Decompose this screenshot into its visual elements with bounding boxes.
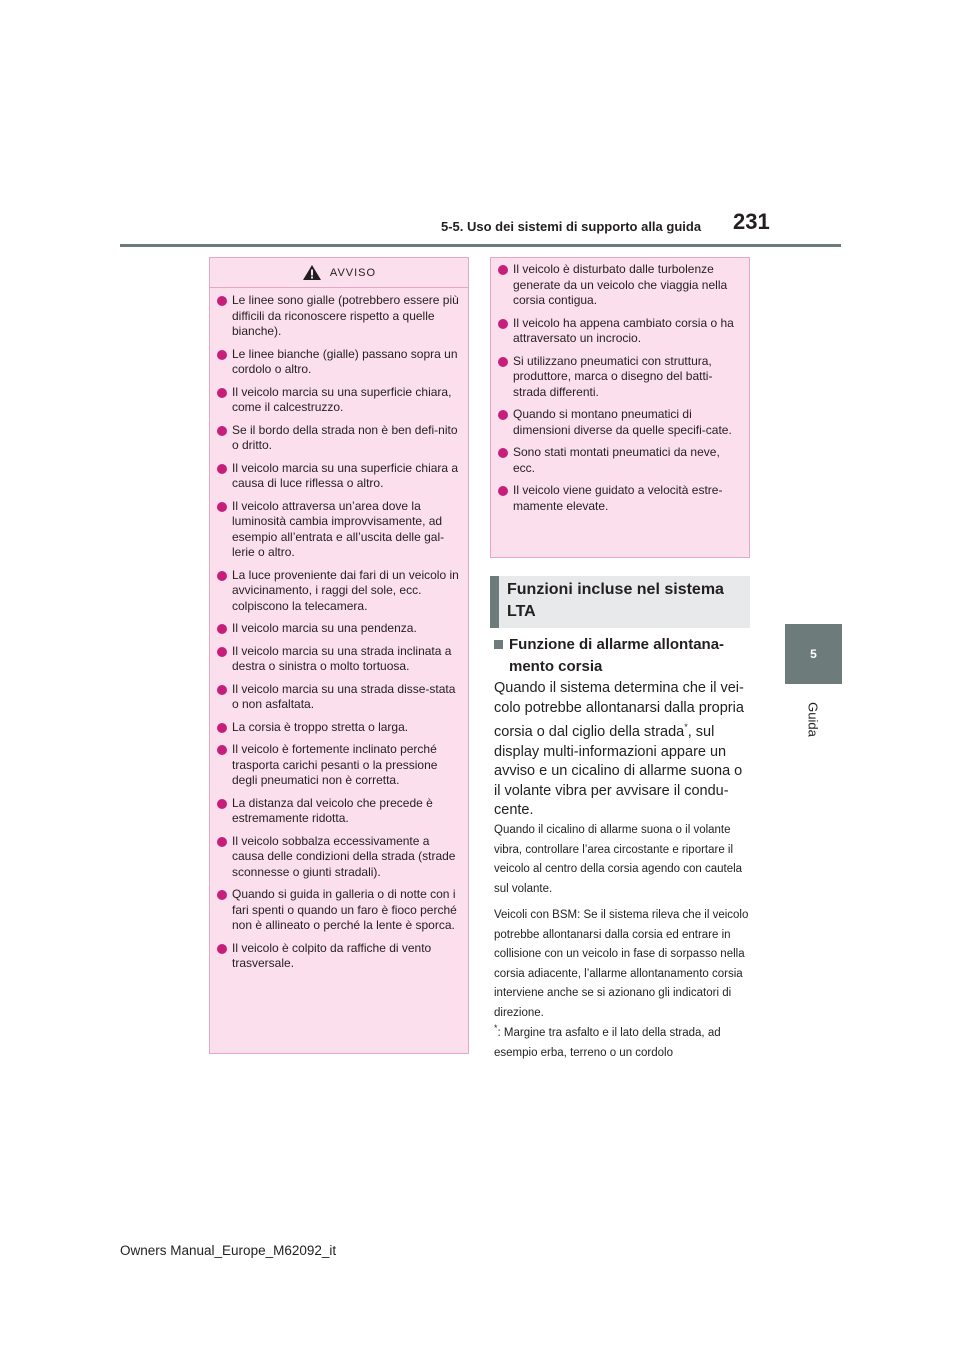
list-item: Il veicolo attraversa un’area dove la luminosità cambia improvvisamente, ad esempio all’entrata e all’uscita delle gal-lerie o altro. — [216, 499, 460, 561]
bullet-icon — [217, 571, 227, 581]
list-item: Il veicolo marcia su una strada disse-stata o non asfaltata. — [216, 682, 460, 713]
list-item: Se il bordo della strada non è ben defi-nito o dritto. — [216, 423, 460, 454]
bullet-icon — [498, 319, 508, 329]
bullet-icon — [498, 410, 508, 420]
list-item: Il veicolo marcia su una superficie chiara, come il calcestruzzo. — [216, 385, 460, 416]
list-item: Le linee sono gialle (potrebbero essere più difficili da riconoscere rispetto a quelle bianche). — [216, 293, 460, 340]
list-item: Le linee bianche (gialle) passano sopra un cordolo o altro. — [216, 347, 460, 378]
list-item: Si utilizzano pneumatici con struttura, produttore, marca o disegno del batti-strada differenti. — [497, 354, 741, 401]
square-bullet-icon — [494, 640, 503, 649]
list-item: La luce proveniente dai fari di un veicolo in avvicinamento, i raggi del sole, ecc. colpiscono la telecamera. — [216, 568, 460, 615]
chapter-label: Guida — [805, 702, 821, 737]
warning-triangle-icon — [302, 264, 322, 281]
list-item: Il veicolo marcia su una strada inclinata a destra o sinistra o molto tortuosa. — [216, 644, 460, 675]
bullet-icon — [217, 624, 227, 634]
list-item: Quando si montano pneumatici di dimensioni diverse da quelle specifi-cate. — [497, 407, 741, 438]
bullet-icon — [217, 799, 227, 809]
bullet-icon — [217, 944, 227, 954]
warning-list — [210, 288, 468, 972]
bullet-icon — [217, 388, 227, 398]
bullet-icon — [217, 647, 227, 657]
bullet-icon — [217, 464, 227, 474]
list-item: Il veicolo sobbalza eccessivamente a causa delle condizioni della strada (strade sconnesse o giunti stradali). — [216, 834, 460, 881]
bullet-icon — [217, 426, 227, 436]
paragraph-bsm: Veicoli con BSM: Se il sistema rileva che il veicolo potrebbe allontanarsi dalla corsia ed entrare in collisione con un veicolo in fase di sorpasso nella corsia adiacente, l’allarme allontanamento corsia interviene anche se si azionano gli indicatori di direzione. — [494, 909, 749, 1019]
bullet-icon — [217, 502, 227, 512]
section-heading: Funzioni incluse nel sistema LTA — [490, 576, 750, 628]
warning-list-continued — [491, 258, 749, 514]
chapter-tab — [785, 624, 842, 684]
warning-title: AVVISO — [329, 266, 377, 279]
footnote: *: Margine tra asfalto e il lato della strada, ad esempio erba, terreno o un cordolo — [494, 1023, 721, 1059]
bullet-icon — [498, 265, 508, 275]
list-item: La corsia è troppo stretta o larga. — [216, 720, 460, 736]
list-item: La distanza dal veicolo che precede è estremamente ridotta. — [216, 796, 460, 827]
chapter-number: 5 — [810, 647, 817, 661]
bullet-icon — [498, 448, 508, 458]
list-item: Il veicolo marcia su una pendenza. — [216, 621, 460, 637]
footnote-mark: * — [494, 1023, 498, 1034]
warning-box-continued — [490, 257, 750, 558]
list-item: Il veicolo viene guidato a velocità estre-mamente elevate. — [497, 483, 741, 514]
body-paragraph: Quando il sistema determina che il vei-colo potrebbe allontanarsi dalla propria corsia o dal ciglio della strada*, sul display multi-informazioni appare un avviso e un cicalino di allarme suona o il volante vibra per avvisare il condu-cente. — [494, 680, 744, 819]
bullet-icon — [217, 890, 227, 900]
bullet-icon — [217, 837, 227, 847]
list-item: Il veicolo è disturbato dalle turbolenze generate da un veicolo che viaggia nella corsia contigua. — [497, 262, 741, 309]
list-item: Il veicolo marcia su una superficie chiara a causa di luce riflessa o altro. — [216, 461, 460, 492]
bullet-icon — [217, 296, 227, 306]
list-item: Sono stati montati pneumatici da neve, ecc. — [497, 445, 741, 476]
warning-header — [210, 258, 468, 288]
paragraph-cicalino: Quando il cicalino di allarme suona o il volante vibra, controllare l’area circostante e riportare il veicolo al centro della corsia agendo con cautela sul volante. — [494, 824, 743, 895]
subsection-heading: Funzione di allarme allontana-mento corsia — [494, 634, 750, 678]
footnote-reference: * — [684, 722, 688, 733]
warning-box — [209, 257, 469, 1054]
list-item: Il veicolo è colpito da raffiche di vento trasversale. — [216, 941, 460, 972]
bullet-icon — [498, 486, 508, 496]
bullet-icon — [217, 350, 227, 360]
header-divider — [120, 244, 841, 247]
list-item: Il veicolo è fortemente inclinato perché trasporta carichi pesanti o la pressione degli pneumatici non è corretta. — [216, 742, 460, 789]
list-item: Il veicolo ha appena cambiato corsia o ha attraversato un incrocio. — [497, 316, 741, 347]
bullet-icon — [498, 357, 508, 367]
section-title: 5-5. Uso dei sistemi di supporto alla guida — [441, 219, 702, 234]
footer-text: Owners Manual_Europe_M62092_it — [120, 1243, 337, 1258]
bullet-icon — [217, 745, 227, 755]
bullet-icon — [217, 685, 227, 695]
list-item: Quando si guida in galleria o di notte con i fari spenti o quando un faro è fioco perché non è allineato o perché la lente è sporca. — [216, 887, 460, 934]
bullet-icon — [217, 723, 227, 733]
page-number: 231 — [733, 209, 770, 234]
